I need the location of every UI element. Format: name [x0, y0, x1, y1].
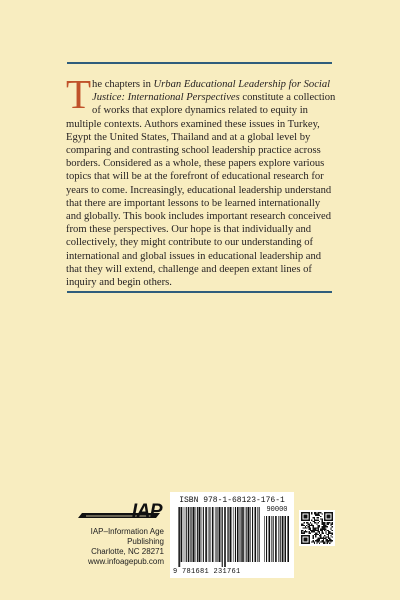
isbn-barcode [170, 492, 294, 578]
top-divider [67, 62, 332, 64]
publisher-name: IAP–Information Age Publishing [90, 527, 164, 546]
ean-barcode-icon [178, 507, 260, 567]
isbn-label: ISBN 978-1-68123-176-1 [179, 496, 285, 505]
iap-logo [74, 500, 164, 522]
blurb-lead: he chapters in [92, 79, 154, 90]
publisher-block [64, 500, 164, 567]
logo-text: IAP [131, 501, 162, 522]
book-title: Urban Educational Leadership for Social Justice: International Perspectives [92, 79, 331, 104]
bottom-divider [67, 291, 332, 293]
addon-barcode-icon [264, 516, 290, 567]
ean-digits: 9 781681 231761 [173, 568, 241, 576]
publisher-city: Charlotte, NC 28271 [91, 547, 164, 556]
back-cover-blurb [66, 71, 336, 289]
price-code: 90000 [266, 506, 288, 514]
blurb-body: constitute a collection of works that explore dynamics related to equity in multiple contexts. Authors examined these issues in Turkey, Egypt the United States, Thailand and at a global level by comparing and contrasting school leadership practice across borders. Considered as a whole, these papers explore various topics that will be at the forefront of educational research for years to come. Increasingly, educational leadership understand that there are important lessons to be learned internationally and globally. This book includes important research conceived from these perspectives. Our hope is that individually and collectively, they might contribute to our understanding of international and global issues in educational leadership and that they will extend, challenge and deepen extant lines of inquiry and begin others. [66, 92, 336, 289]
drop-cap: T [66, 71, 92, 117]
qr-code-icon [299, 510, 335, 546]
publisher-website[interactable]: www.infoagepub.com [87, 557, 164, 566]
